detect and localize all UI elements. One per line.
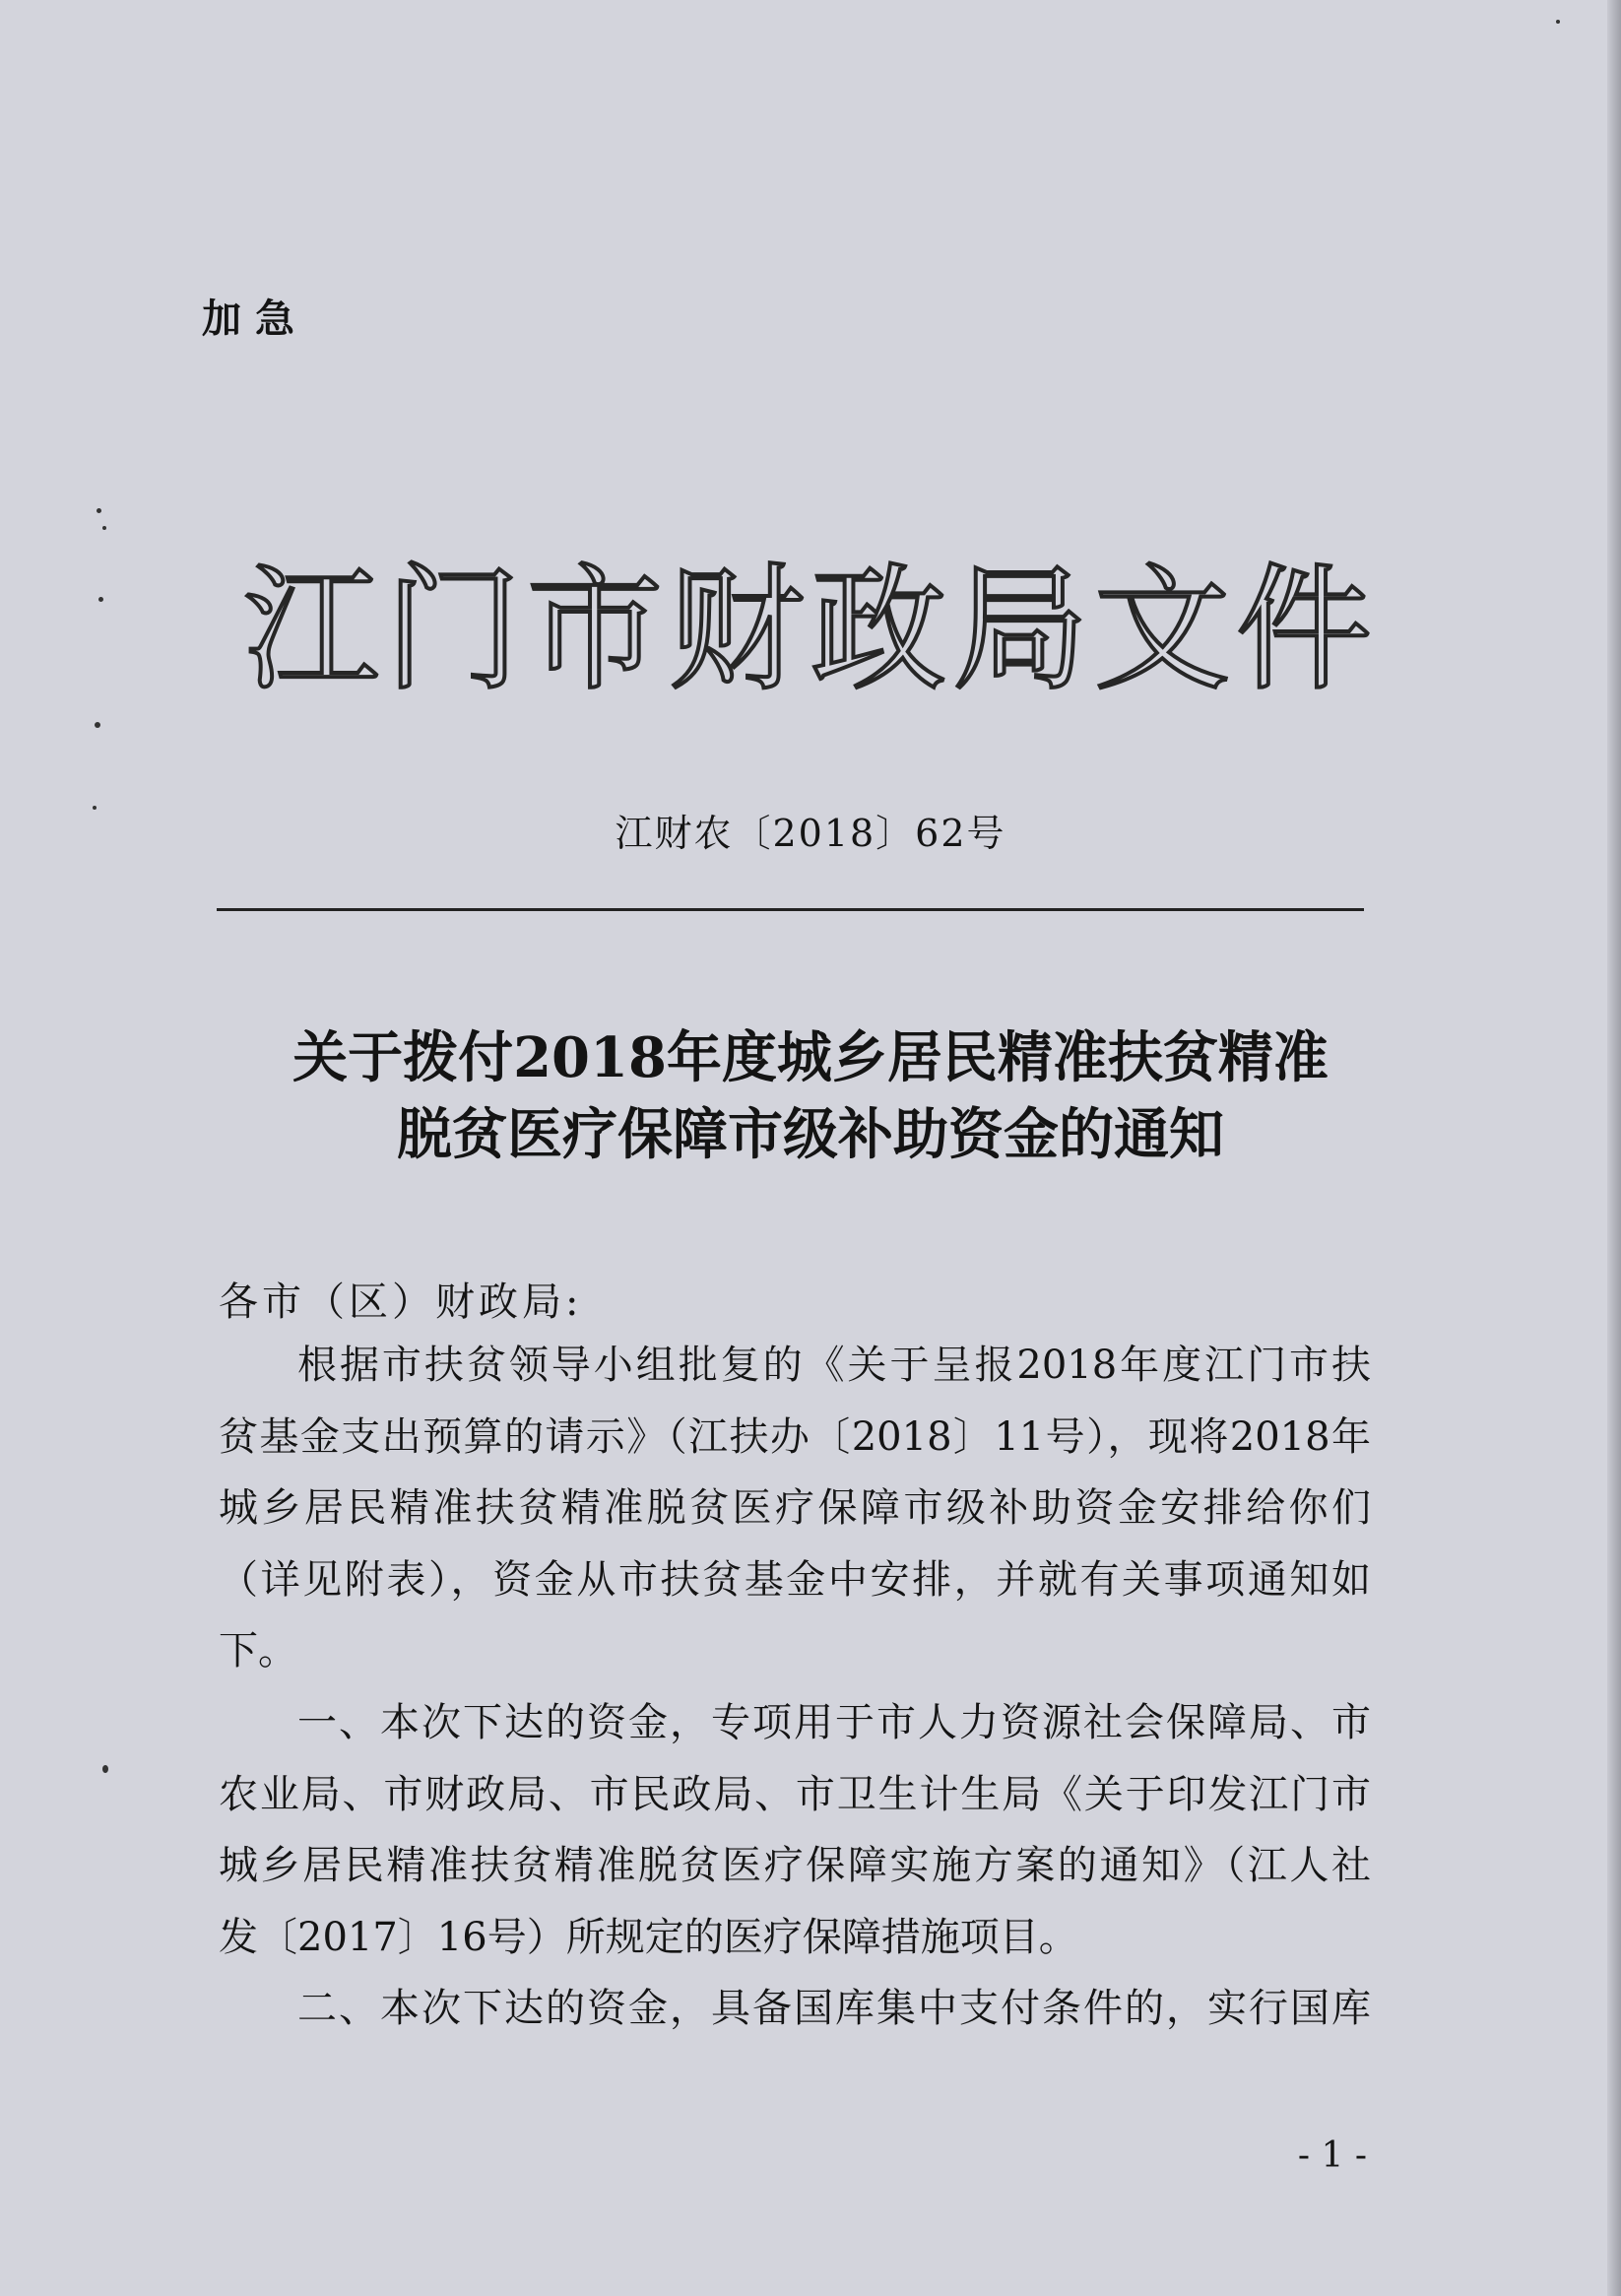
addressee: 各市（区）财政局:: [219, 1279, 583, 1325]
body-line: 一、本次下达的资金，专项用于市人力资源社会保障局、市: [297, 1699, 1371, 1745]
header-divider: [217, 908, 1364, 911]
document-number: 江财农〔2018〕62号: [615, 812, 1006, 855]
title-line-2: 脱贫医疗保障市级补助资金的通知: [397, 1102, 1224, 1167]
scan-speck: [97, 508, 101, 513]
scan-speck: [102, 1765, 108, 1773]
body-line: 贫基金支出预算的请示》（江扶办〔2018〕11号），现将2018年: [219, 1413, 1371, 1460]
scan-speck: [102, 526, 106, 530]
scan-speck: [1556, 20, 1560, 24]
issuer-masthead: 江门市财政局文件: [242, 551, 1378, 709]
body-line: 发〔2017〕16号）所规定的医疗保障措施项目。: [219, 1914, 1078, 1960]
body-line: 城乡居民精准扶贫精准脱贫医疗保障实施方案的通知》（江人社: [219, 1843, 1371, 1889]
body-text: [219, 1330, 1371, 2045]
scan-speck: [95, 722, 100, 728]
body-line: 农业局、市财政局、市民政局、市卫生计生局《关于印发江门市: [219, 1771, 1371, 1817]
body-line: 二、本次下达的资金，具备国库集中支付条件的，实行国库: [297, 1986, 1371, 2032]
body-line: 城乡居民精准扶贫精准脱贫医疗保障市级补助资金安排给你们: [219, 1485, 1371, 1532]
body-line: 根据市扶贫领导小组批复的《关于呈报2018年度江门市扶: [297, 1343, 1371, 1388]
document-title: [0, 1019, 1621, 1173]
page-number: - 1 -: [1297, 2135, 1367, 2176]
title-line-1: 关于拨付2018年度城乡居民精准扶贫精准: [292, 1025, 1329, 1090]
body-line: （详见附表），资金从市扶贫基金中安排，并就有关事项通知如: [219, 1556, 1371, 1603]
body-line: 下。: [219, 1628, 297, 1674]
urgency-label: 加急: [202, 296, 308, 342]
